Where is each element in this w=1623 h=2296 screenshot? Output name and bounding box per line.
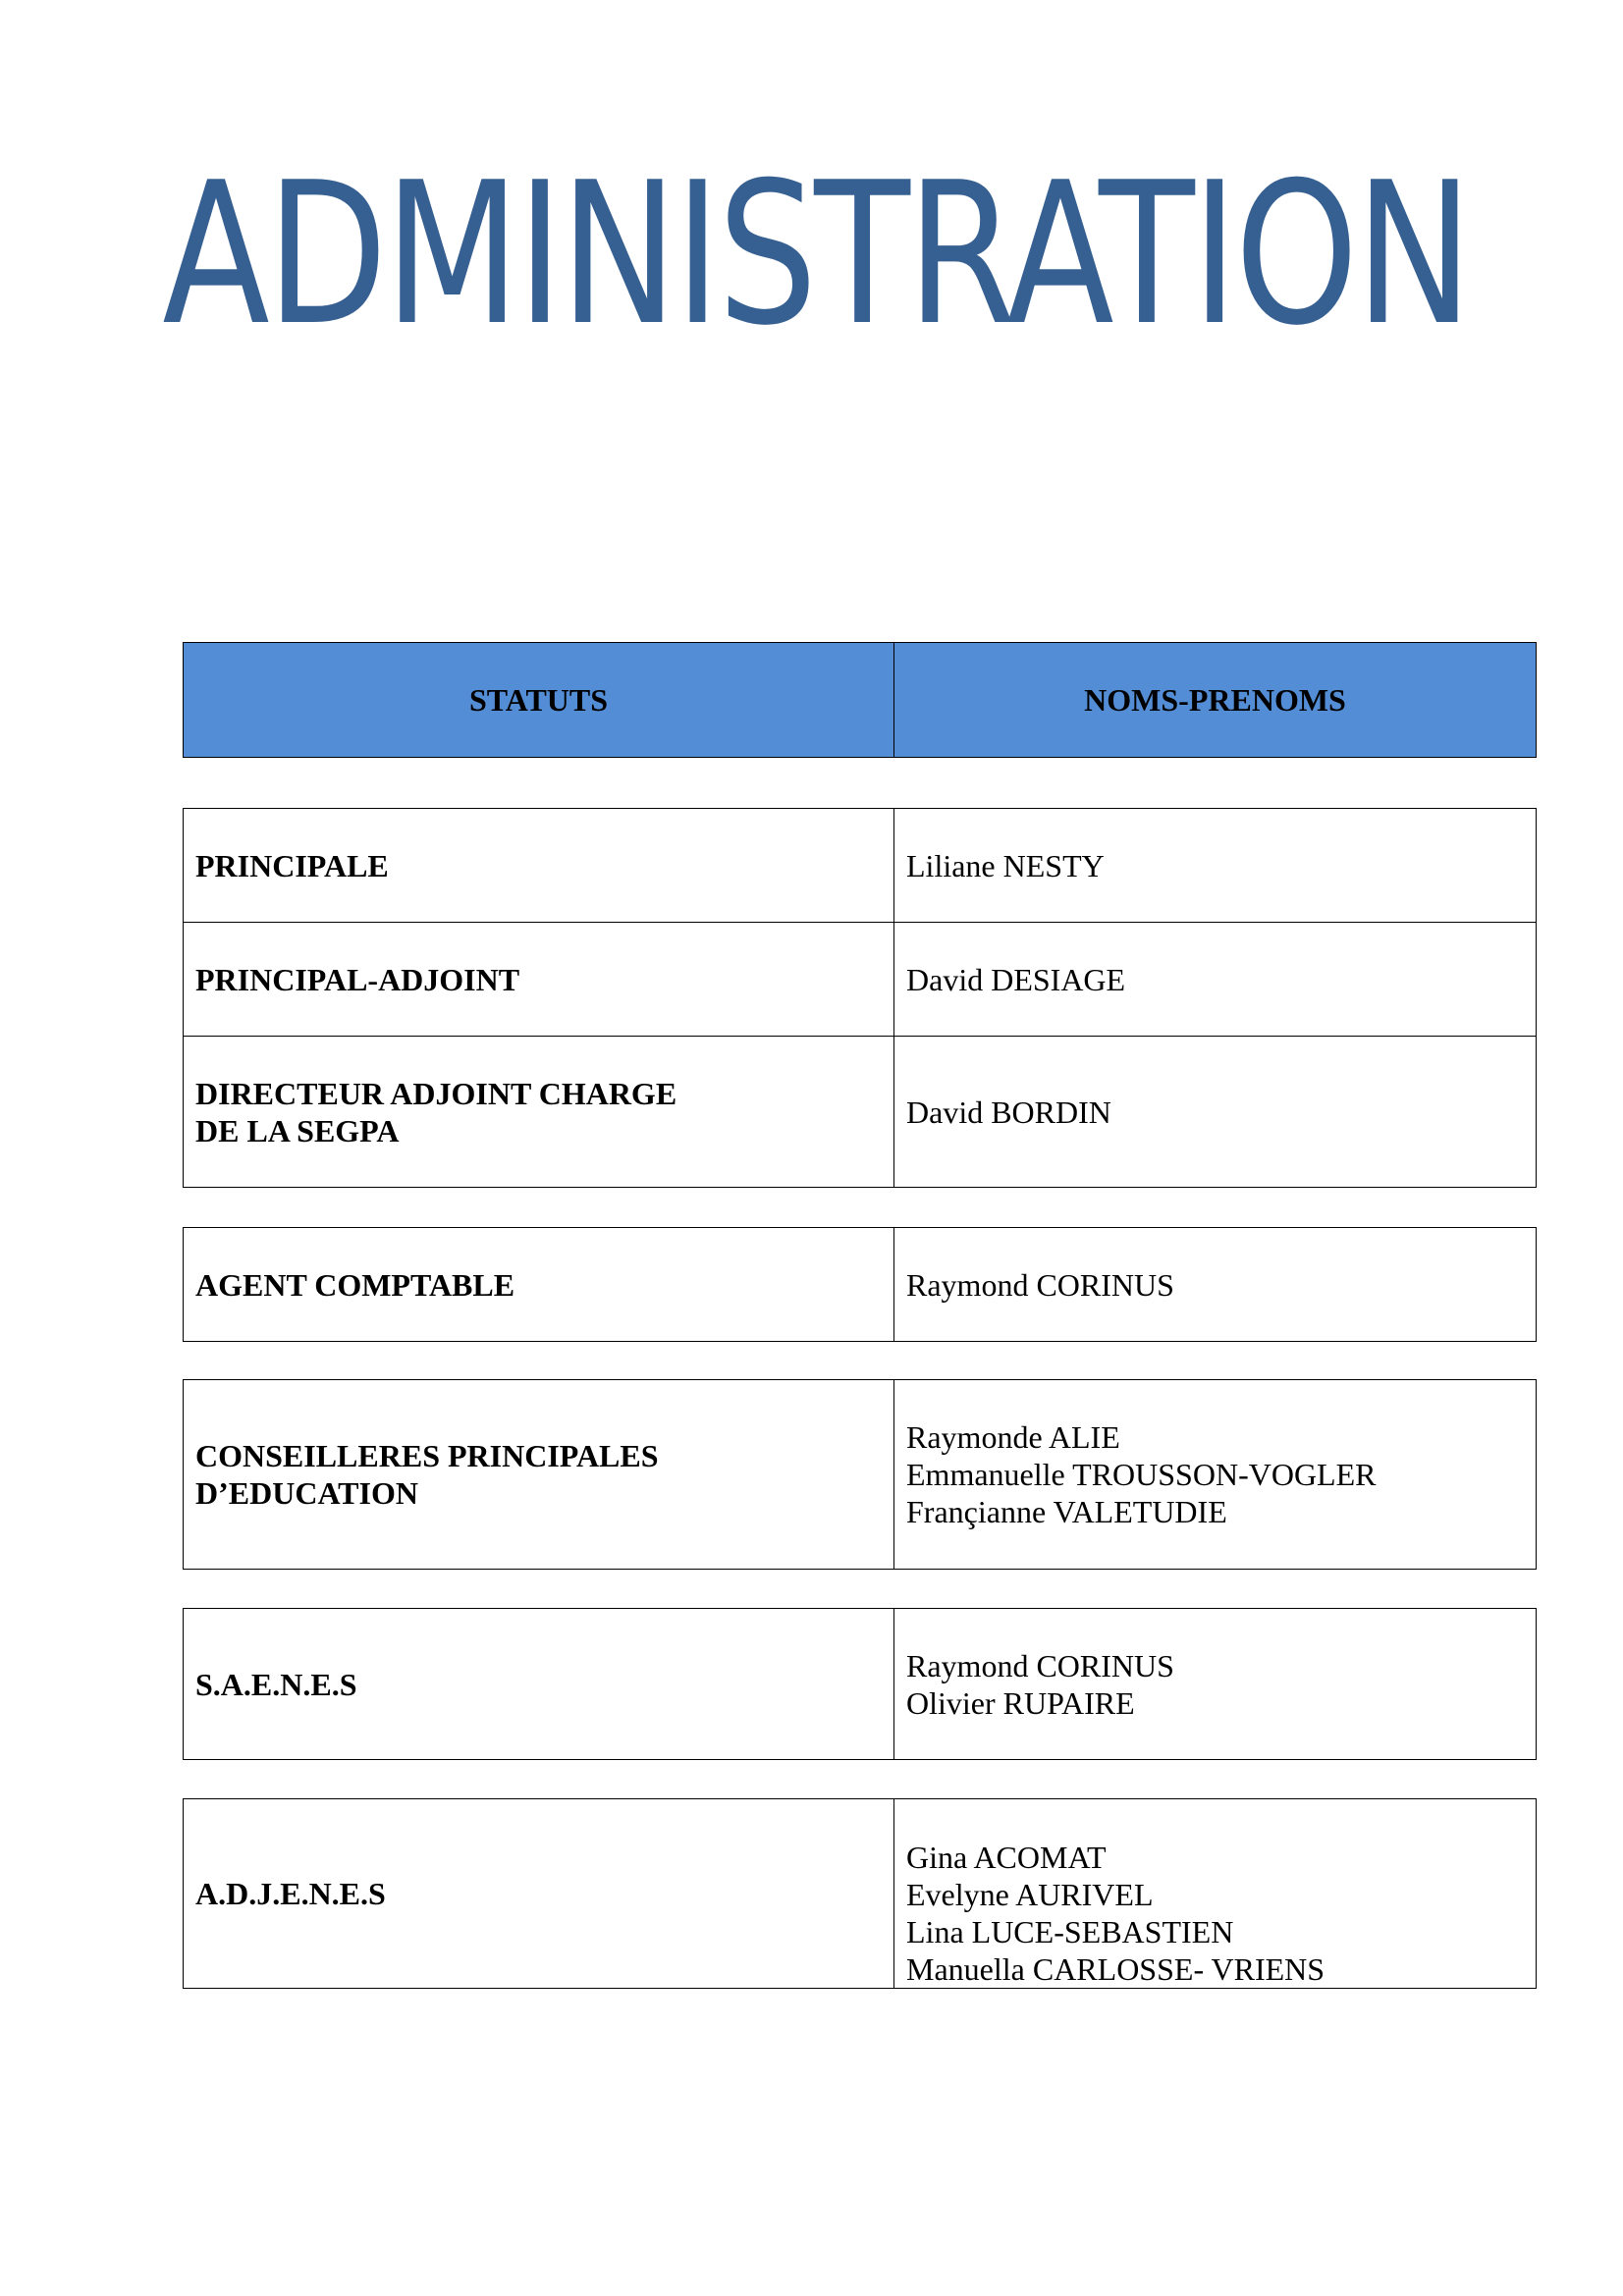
person-name: Olivier RUPAIRE [906, 1684, 1135, 1721]
table-row [184, 1228, 1537, 1342]
status-cell: PRINCIPALE [184, 809, 894, 923]
staff-table-saenes [183, 1608, 1537, 1760]
names-cell [894, 809, 1537, 923]
names-cell [894, 1799, 1537, 1989]
table-row [184, 1799, 1537, 1989]
person-name: Raymond CORINUS [906, 1266, 1174, 1303]
page-title: ADMINISTRATION [162, 140, 1470, 369]
person-name: Evelyne AURIVEL [906, 1877, 1154, 1912]
names-cell [894, 923, 1537, 1037]
staff-table-cpe [183, 1379, 1537, 1570]
status-cell [184, 1380, 894, 1570]
status-label: DIRECTEUR ADJOINT CHARGE DE LA SEGPA [195, 1075, 677, 1148]
status-cell: A.D.J.E.N.E.S [184, 1799, 894, 1989]
staff-table-comptable [183, 1227, 1537, 1342]
staff-table-adjenes [183, 1798, 1537, 1989]
person-name: Gina ACOMAT [906, 1840, 1107, 1875]
names-cell [894, 1037, 1537, 1188]
names-cell [894, 1380, 1537, 1570]
person-name: Manuella CARLOSSE- VRIENS [906, 1951, 1325, 1987]
names-cell [894, 1609, 1537, 1760]
status-cell [184, 1037, 894, 1188]
header-noms-prenoms: NOMS-PRENOMS [894, 643, 1537, 758]
table-row [184, 809, 1537, 923]
status-cell: PRINCIPAL-ADJOINT [184, 923, 894, 1037]
person-name: Raymond CORINUS [906, 1647, 1174, 1683]
names-cell [894, 1228, 1537, 1342]
person-name: Lina LUCE-SEBASTIEN [906, 1914, 1234, 1949]
header-table [183, 642, 1537, 758]
person-name: Raymonde ALIE [906, 1419, 1120, 1455]
status-cell: AGENT COMPTABLE [184, 1228, 894, 1342]
person-name: Françianne VALETUDIE [906, 1494, 1227, 1529]
person-name: David BORDIN [906, 1094, 1111, 1130]
table-row [184, 1380, 1537, 1570]
person-name: David DESIAGE [906, 961, 1126, 997]
person-name: Emmanuelle TROUSSON-VOGLER [906, 1457, 1377, 1492]
status-label: CONSEILLERES PRINCIPALES D’EDUCATION [195, 1438, 659, 1511]
header-statuts: STATUTS [184, 643, 894, 758]
table-row [184, 923, 1537, 1037]
staff-table-direction [183, 808, 1537, 1188]
person-name: Liliane NESTY [906, 847, 1105, 883]
header-row [184, 643, 1537, 758]
table-row [184, 1609, 1537, 1760]
table-row [184, 1037, 1537, 1188]
status-cell: S.A.E.N.E.S [184, 1609, 894, 1760]
